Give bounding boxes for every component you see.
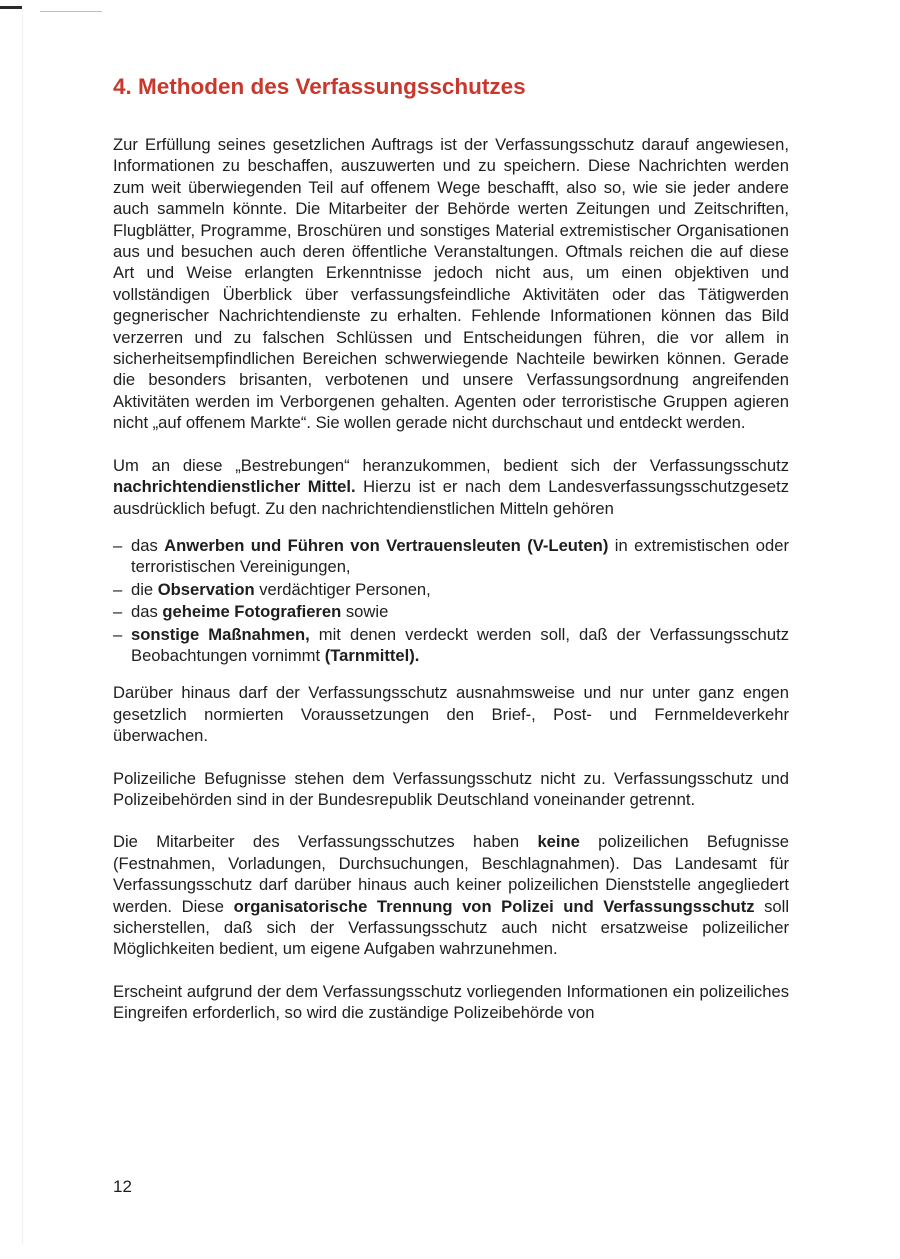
document-page	[113, 72, 789, 1024]
dash-bullet: –	[113, 624, 123, 644]
bold-term: Anwerben und Führen von Vertrauensleuten (V-Leuten)	[164, 535, 609, 555]
paragraph-mail-surveillance: Darüber hinaus darf der Verfassungsschutz ausnahmsweise und nur unter ganz engen gesetzlich normierten Voraussetzungen den Brief-, Post- und Fernmeldeverkehr überwachen.	[113, 683, 789, 746]
list-item	[113, 535, 789, 578]
text-segment: verdächtiger Personen,	[254, 579, 431, 599]
text-segment: polizeilichen Befugnisse (Festnahmen, Vorladungen, Durchsuchungen, Beschlagnahmen). Das Landesamt für Verfassungsschutz darf darüber hinaus auch keiner polizeilichen Dienststelle angegliedert werden. Diese	[113, 832, 789, 916]
dash-bullet: –	[113, 535, 123, 555]
text-segment: mit denen verdeckt werden soll, daß der Verfassungsschutz Beobachtungen vornimmt	[131, 624, 789, 665]
list-item	[113, 601, 789, 622]
scan-edge-line	[40, 11, 102, 12]
paragraph-separation	[113, 831, 789, 959]
scan-edge-mark	[0, 6, 22, 9]
scan-page-edge	[22, 14, 23, 1244]
paragraph-police-powers: Polizeiliche Befugnisse stehen dem Verfassungsschutz nicht zu. Verfassungsschutz und Polizeibehörden sind in der Bundesrepublik Deutschland voneinander getrennt.	[113, 768, 789, 809]
text-segment: die	[131, 579, 158, 599]
dash-bullet: –	[113, 602, 123, 622]
text-segment: Die Mitarbeiter des Verfassungsschutzes haben	[113, 832, 538, 852]
paragraph-means	[113, 455, 789, 519]
text-segment: sowie	[341, 602, 389, 622]
text-segment: Um an diese „Bestrebungen“ heranzukommen, bedient sich der Verfassungsschutz	[113, 455, 789, 475]
text-segment: Hierzu ist er nach dem Landesverfassungsschutzgesetz ausdrücklich befugt. Zu den nachrichtendienstlichen Mitteln gehören	[113, 477, 790, 518]
bold-term: nachrichtendienstlicher Mittel.	[113, 477, 356, 497]
bold-term: geheime Fotografieren	[162, 602, 342, 622]
text-segment: das	[131, 602, 163, 622]
list-item	[113, 579, 789, 600]
paragraph-intro: Zur Erfüllung seines gesetzlichen Auftrags ist der Verfassungsschutz darauf angewiesen, Informationen zu beschaffen, auszuwerten und zu speichern. Diese Nachrichten werden zum weit überwiegenden Teil auf offenem Wege beschafft, also so, wie sie jeder andere auch sammeln könnte. Die Mitarbeiter der Behörde werten Zeitungen und Zeitschriften, Flugblätter, Programme, Broschüren und sonstiges Material extremistischer Organisationen aus und besuchen auch deren öffentliche Veranstaltungen. Oftmals reichen die auf diese Art und Weise erlangten Erkenntnisse jedoch nicht aus, um einen objektiven und vollständigen Überblick über verfassungsfeindliche Aktivitäten oder das Tätigwerden gegnerischer Nachrichtendienste zu erhalten. Fehlende Informationen können das Bild verzerren und zu falschen Schlüssen und Entscheidungen führen, die vor allem in sicherheitsempfindlichen Bereichen schwerwiegende Nachteile bewirken können. Gerade die besonders brisanten, verbotenen und unsere Verfassungsordnung angreifenden Aktivitäten werden im Verborgenen gehalten. Agenten oder terroristische Gruppen agieren nicht „auf offenem Markte“. Sie wollen gerade nicht durchschaut und entdeckt werden.	[113, 135, 789, 433]
page-number: 12	[113, 1177, 132, 1196]
means-list	[113, 535, 789, 666]
bold-term: keine	[537, 832, 580, 852]
list-item	[113, 624, 789, 667]
dash-bullet: –	[113, 579, 123, 599]
text-segment: soll sicherstellen, daß sich der Verfassungsschutz auch nicht ersatzweise polizeilicher Möglichkeiten bedient, um eigene Aufgaben wahrzunehmen.	[113, 896, 790, 959]
text-segment: das	[131, 535, 165, 555]
section-heading: 4. Methoden des Verfassungsschutzes	[113, 74, 526, 99]
bold-term: Observation	[157, 579, 255, 599]
text-segment: in extremistischen oder terroristischen Vereinigungen,	[131, 535, 789, 577]
paragraph-police-intervention: Erscheint aufgrund der dem Verfassungsschutz vorliegenden Informationen ein polizeiliches Eingreifen erforderlich, so wird die zuständige Polizeibehörde von	[113, 981, 789, 1023]
bold-term: sonstige Maßnahmen,	[131, 624, 310, 644]
bold-term: organisatorische Trennung von Polizei und Verfassungsschutz	[233, 896, 755, 916]
bold-term: (Tarnmittel).	[324, 645, 420, 665]
